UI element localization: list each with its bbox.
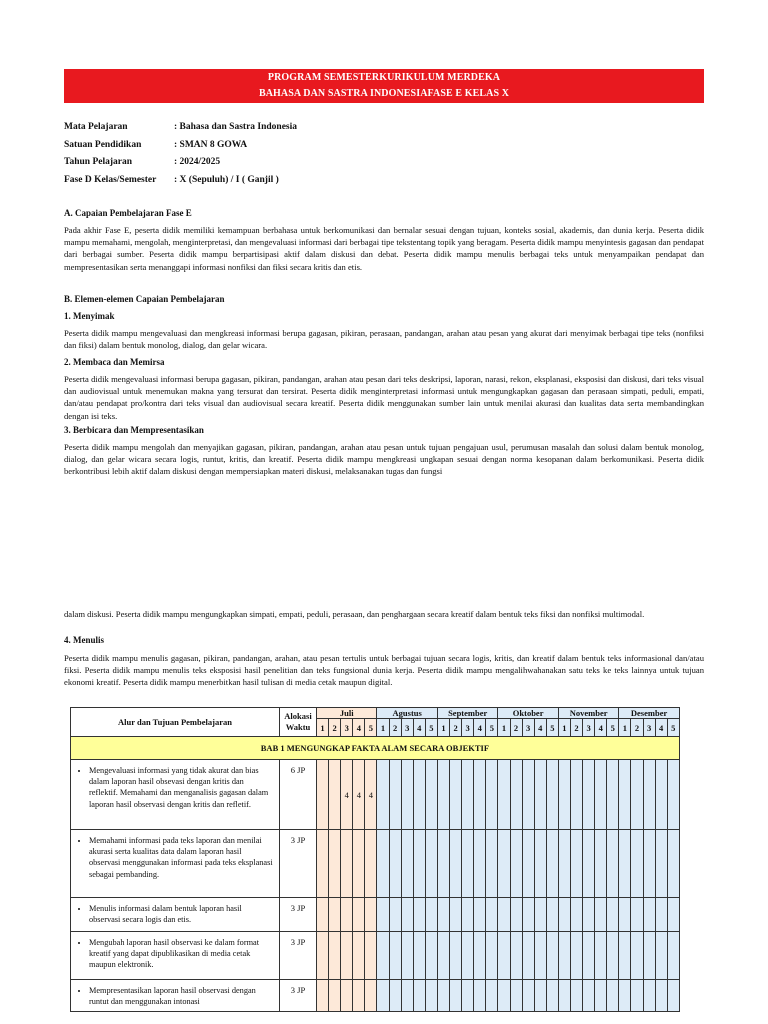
- membaca-title: 2. Membaca dan Memirsa: [64, 357, 165, 367]
- identity-block: [64, 122, 297, 192]
- week-cell: [595, 980, 607, 1012]
- week-cell: [655, 932, 667, 980]
- week-cell: [558, 898, 570, 932]
- week-cell: [607, 980, 619, 1012]
- week-cell: [377, 980, 389, 1012]
- week-cell: [607, 898, 619, 932]
- week-cell: [643, 760, 655, 830]
- week-number: 2: [570, 719, 582, 737]
- week-cell: [341, 932, 353, 980]
- week-cell: [631, 980, 643, 1012]
- week-cell: [510, 760, 522, 830]
- meta-row: Mata Pelajaran : Bahasa dan Sastra Indonesia: [64, 122, 298, 132]
- month-header: Oktober: [498, 708, 558, 719]
- week-cell: [401, 980, 413, 1012]
- learning-objective: • Mempresentasikan laporan hasil observasi dengan runtut dan menggunakan intonasi: [89, 985, 273, 1007]
- week-cell: [498, 760, 510, 830]
- time-allocation: 3 JP: [280, 932, 317, 980]
- week-cell: [365, 980, 377, 1012]
- meta-row: Tahun Pelajaran : 2024/2025: [64, 157, 221, 167]
- week-cell: [643, 980, 655, 1012]
- week-cell: [486, 898, 498, 932]
- week-cell: [558, 760, 570, 830]
- week-cell: [474, 980, 486, 1012]
- week-cell: [546, 830, 558, 898]
- menyimak-title: 1. Menyimak: [64, 311, 115, 321]
- week-cell: [498, 932, 510, 980]
- week-number: 1: [377, 719, 389, 737]
- week-cell: [607, 760, 619, 830]
- week-cell: [510, 932, 522, 980]
- week-number: 1: [317, 719, 329, 737]
- week-cell: [570, 830, 582, 898]
- week-cell: [570, 898, 582, 932]
- bab-title: BAB 1 MENGUNGKAP FAKTA ALAM SECARA OBJEKTIF: [71, 737, 680, 760]
- meta-row: Fase D Kelas/Semester : X (Sepuluh) / I ( Ganjil ): [64, 174, 279, 185]
- week-cell: [595, 830, 607, 898]
- week-number: 2: [510, 719, 522, 737]
- week-cell: [522, 830, 534, 898]
- week-cell: 4: [353, 760, 365, 830]
- week-cell: [498, 830, 510, 898]
- week-number: 5: [546, 719, 558, 737]
- menulis-title: 4. Menulis: [64, 635, 105, 645]
- week-cell: [377, 760, 389, 830]
- week-cell: [595, 760, 607, 830]
- week-cell: [437, 898, 449, 932]
- week-cell: [377, 830, 389, 898]
- week-cell: [510, 830, 522, 898]
- week-cell: [631, 830, 643, 898]
- week-cell: [583, 898, 595, 932]
- menyimak-text: Peserta didik mampu mengevaluasi dan mengkreasi informasi berupa gagasan, pikiran, perasaan, pandangan, arahan atau pesan yang akurat dari menyimak berbagai tipe teks (nonfiksi dan fiksi) dalam bentuk monolog, dialog, dan gelar wicara.: [64, 328, 704, 351]
- week-number: 2: [631, 719, 643, 737]
- week-cell: [437, 760, 449, 830]
- week-number: 1: [619, 719, 631, 737]
- week-cell: [522, 760, 534, 830]
- schedule-table: [70, 707, 680, 1012]
- week-cell: [570, 760, 582, 830]
- week-cell: [353, 932, 365, 980]
- week-cell: [583, 830, 595, 898]
- bab-row: [71, 737, 680, 760]
- week-number: 5: [365, 719, 377, 737]
- week-cell: [401, 830, 413, 898]
- week-cell: [498, 898, 510, 932]
- week-cell: [389, 760, 401, 830]
- month-header: Desember: [619, 708, 679, 719]
- week-cell: [570, 980, 582, 1012]
- week-number: 5: [667, 719, 679, 737]
- meta-row: Satuan Pendidikan : SMAN 8 GOWA: [64, 139, 248, 150]
- week-cell: [425, 932, 437, 980]
- week-cell: [365, 932, 377, 980]
- month-header: November: [558, 708, 618, 719]
- week-cell: [583, 760, 595, 830]
- week-cell: [389, 980, 401, 1012]
- week-number: 4: [655, 719, 667, 737]
- week-number: 4: [474, 719, 486, 737]
- week-number: 3: [401, 719, 413, 737]
- week-number: 3: [643, 719, 655, 737]
- week-cell: [619, 932, 631, 980]
- week-cell: [329, 932, 341, 980]
- week-cell: [534, 830, 546, 898]
- table-header-row: [71, 708, 680, 719]
- week-cell: [341, 830, 353, 898]
- table-row: [71, 760, 680, 830]
- week-number: 3: [522, 719, 534, 737]
- month-header: September: [437, 708, 497, 719]
- week-cell: [558, 980, 570, 1012]
- week-cell: [317, 760, 329, 830]
- col-atp-header: Alur dan Tujuan Pembelajaran: [71, 708, 280, 737]
- week-cell: [498, 980, 510, 1012]
- week-number: 3: [341, 719, 353, 737]
- week-number: 2: [329, 719, 341, 737]
- week-cell: [534, 760, 546, 830]
- week-number: 4: [353, 719, 365, 737]
- week-cell: [546, 932, 558, 980]
- week-cell: [595, 898, 607, 932]
- document-title-bar: [64, 69, 704, 103]
- week-cell: [365, 898, 377, 932]
- week-cell: [534, 898, 546, 932]
- week-cell: [450, 980, 462, 1012]
- week-cell: [570, 932, 582, 980]
- week-cell: [474, 830, 486, 898]
- week-cell: [377, 898, 389, 932]
- week-cell: [522, 980, 534, 1012]
- week-cell: [317, 898, 329, 932]
- week-number: 4: [534, 719, 546, 737]
- week-cell: [413, 980, 425, 1012]
- table-row: [71, 932, 680, 980]
- week-cell: [437, 830, 449, 898]
- week-cell: [643, 830, 655, 898]
- section-a-heading: A. Capaian Pembelajaran Fase E: [64, 208, 192, 218]
- month-header: Juli: [317, 708, 377, 719]
- week-cell: [486, 830, 498, 898]
- week-number: 1: [437, 719, 449, 737]
- week-cell: [413, 830, 425, 898]
- week-cell: [317, 830, 329, 898]
- week-cell: [486, 760, 498, 830]
- week-cell: [631, 898, 643, 932]
- week-cell: [450, 932, 462, 980]
- learning-objective: • Mengevaluasi informasi yang tidak akurat dan bias dalam laporan hasil obsevasi dengan kritis dan reflektif. Memahami dan menganalisis gagasan dalam laporan hasil observasi dengan kritis dan refletif.: [89, 765, 273, 810]
- week-cell: [607, 932, 619, 980]
- month-header: Agustus: [377, 708, 437, 719]
- week-cell: [462, 830, 474, 898]
- time-allocation: 3 JP: [280, 898, 317, 932]
- week-cell: [619, 980, 631, 1012]
- week-cell: [450, 760, 462, 830]
- week-cell: [486, 980, 498, 1012]
- week-cell: [425, 830, 437, 898]
- week-cell: [462, 932, 474, 980]
- time-allocation: 3 JP: [280, 830, 317, 898]
- week-number: 2: [450, 719, 462, 737]
- week-cell: [425, 898, 437, 932]
- week-cell: [474, 898, 486, 932]
- week-cell: [437, 980, 449, 1012]
- week-cell: [425, 980, 437, 1012]
- week-cell: [341, 980, 353, 1012]
- week-cell: [450, 830, 462, 898]
- week-number: 5: [486, 719, 498, 737]
- week-cell: [317, 980, 329, 1012]
- week-cell: [341, 898, 353, 932]
- week-cell: [401, 932, 413, 980]
- week-cell: [353, 980, 365, 1012]
- week-cell: [558, 932, 570, 980]
- week-cell: [329, 760, 341, 830]
- learning-objective: • Mengubah laporan hasil observasi ke dalam format kreatif yang dapat dipublikasikan di media cetak maupun elektronik.: [89, 937, 273, 971]
- table-row: [71, 980, 680, 1012]
- week-cell: [377, 932, 389, 980]
- week-cell: [583, 932, 595, 980]
- week-cell: [534, 980, 546, 1012]
- week-cell: [329, 898, 341, 932]
- week-cell: [643, 898, 655, 932]
- section-b-heading: B. Elemen-elemen Capaian Pembelajaran: [64, 294, 225, 304]
- week-cell: [619, 760, 631, 830]
- week-cell: [413, 760, 425, 830]
- berbicara-text-continued: dalam diskusi. Peserta didik mampu mengungkapkan simpati, empati, peduli, perasaan, dan penghargaan secara kreatif dalam bentuk teks fiksi dan nonfiksi multimodal.: [64, 609, 645, 619]
- time-allocation: 6 JP: [280, 760, 317, 830]
- week-cell: [631, 760, 643, 830]
- berbicara-title: 3. Berbicara dan Mempresentasikan: [64, 425, 204, 435]
- week-cell: 4: [341, 760, 353, 830]
- col-alokasi-header: Alokasi Waktu: [280, 708, 317, 737]
- week-cell: [413, 932, 425, 980]
- title-line-1: PROGRAM SEMESTERKURIKULUM MERDEKA: [267, 72, 501, 83]
- week-number: 3: [583, 719, 595, 737]
- week-cell: [437, 932, 449, 980]
- week-cell: [607, 830, 619, 898]
- week-cell: [619, 830, 631, 898]
- week-number: 4: [413, 719, 425, 737]
- berbicara-text: Peserta didik mampu mengolah dan menyajikan gagasan, pikiran, pandangan, arahan atau pesan untuk tujuan pengajuan usul, perumusan masalah dan solusi dalam bentuk monolog, dialog, dan gelar wicara secara logis, runtut, kritis, dan kreatif. Peserta didik mampu mengkreasi ungkapan sesuai dengan norma kesopanan dalam berkomunikasi. Peserta didik berkontribusi lebih aktif dalam diskusi dengan mempersiapkan materi diskusi, melaksanakan tugas dan fungsi: [64, 442, 704, 477]
- week-cell: [462, 980, 474, 1012]
- week-cell: [619, 898, 631, 932]
- week-cell: [389, 898, 401, 932]
- week-cell: [667, 980, 679, 1012]
- week-number: 5: [607, 719, 619, 737]
- week-cell: [474, 932, 486, 980]
- week-cell: [667, 898, 679, 932]
- section-a-text: Pada akhir Fase E, peserta didik memiliki kemampuan berbahasa untuk berkomunikasi dan bernalar sesuai dengan tujuan, konteks sosial, akademis, dan dunia kerja. Peserta didik mampu memahami, mengolah, menginterpretasi, dan mengevaluasi informasi dari berbagai tipe tekstentang topik yang beragam. Peserta didik mampu menyintesis gagasan dan pendapat dari berbagai sumber. Peserta didik mampu berpartisipasi aktif dalam diskusi dan debat. Peserta didik mampu menulis berbagai teks untuk menyampaikan pendapat dan mempresentasikan serta menanggapi informasi nonfiksi dan fiksi secara kritis dan etis.: [64, 225, 704, 272]
- week-cell: [546, 760, 558, 830]
- week-cell: [474, 760, 486, 830]
- week-cell: [546, 980, 558, 1012]
- menulis-text: Peserta didik mampu menulis gagasan, pikiran, pandangan, arahan, atau pesan tertulis untuk berbagai tujuan secara logis, kritis, dan kreatif dalam bentuk teks informasional dan/atau fiksi. Peserta didik mampu menulis teks eksposisi hasil penelitian dan teks fungsional dunia kerja. Peserta didik mampu mengalihwahanakan satu teks ke teks lainnya untuk tujuan ekonomi kreatif. Peserta didik mampu menerbitkan hasil tulisan di media cetak maupun digital.: [64, 653, 704, 688]
- week-number: 5: [425, 719, 437, 737]
- week-cell: [317, 932, 329, 980]
- week-cell: [462, 760, 474, 830]
- learning-objective: • Memahami informasi pada teks laporan dan menilai akurasi serta kualitas data dalam laporan hasil observasi menggunakan informasi pada teks eksplanasi sebagai pembanding.: [89, 835, 273, 880]
- learning-objective: • Menulis informasi dalam bentuk laporan hasil observasi secara logis dan etis.: [89, 903, 273, 925]
- week-cell: [655, 830, 667, 898]
- week-number: 1: [498, 719, 510, 737]
- week-cell: [655, 760, 667, 830]
- week-number: 3: [462, 719, 474, 737]
- week-cell: [425, 760, 437, 830]
- week-cell: [655, 898, 667, 932]
- week-cell: [667, 760, 679, 830]
- week-cell: [522, 932, 534, 980]
- week-cell: [462, 898, 474, 932]
- week-cell: [667, 932, 679, 980]
- week-number: 1: [558, 719, 570, 737]
- week-cell: [329, 980, 341, 1012]
- week-cell: [643, 932, 655, 980]
- week-cell: 4: [365, 760, 377, 830]
- week-cell: [510, 898, 522, 932]
- membaca-text: Peserta didik mengevaluasi informasi berupa gagasan, pikiran, pandangan, arahan atau pesan dari teks deskripsi, laporan, narasi, rekon, eksplanasi, eksposisi dan diskusi, dari teks visual dan audiovisual untuk menemukan makna yang tersurat dan tersirat. Peserta didik menginterpretasi informasi untuk mengungkapkan gagasan dan perasaan simpati, peduli, empati, dan/atau pendapat pro/kontra dari teks visual dan audiovisual secara kreatif. Peserta didik menggunakan sumber lain untuk menilai akurasi dan kualitas data serta membandingkan dengan isi teks.: [64, 374, 704, 421]
- week-number: 4: [595, 719, 607, 737]
- time-allocation: 3 JP: [280, 980, 317, 1012]
- week-cell: [558, 830, 570, 898]
- week-cell: [450, 898, 462, 932]
- week-cell: [631, 932, 643, 980]
- week-cell: [534, 932, 546, 980]
- week-cell: [401, 760, 413, 830]
- week-cell: [595, 932, 607, 980]
- week-cell: [401, 898, 413, 932]
- title-line-2: BAHASA DAN SASTRA INDONESIAFASE E KELAS X: [258, 88, 510, 99]
- table-row: [71, 830, 680, 898]
- week-number: 2: [389, 719, 401, 737]
- week-cell: [655, 980, 667, 1012]
- week-cell: [667, 830, 679, 898]
- week-cell: [389, 830, 401, 898]
- table-row: [71, 898, 680, 932]
- week-cell: [413, 898, 425, 932]
- week-cell: [389, 932, 401, 980]
- week-cell: [353, 898, 365, 932]
- week-cell: [486, 932, 498, 980]
- week-cell: [329, 830, 341, 898]
- week-cell: [546, 898, 558, 932]
- week-cell: [353, 830, 365, 898]
- week-cell: [365, 830, 377, 898]
- week-cell: [583, 980, 595, 1012]
- week-cell: [522, 898, 534, 932]
- week-cell: [510, 980, 522, 1012]
